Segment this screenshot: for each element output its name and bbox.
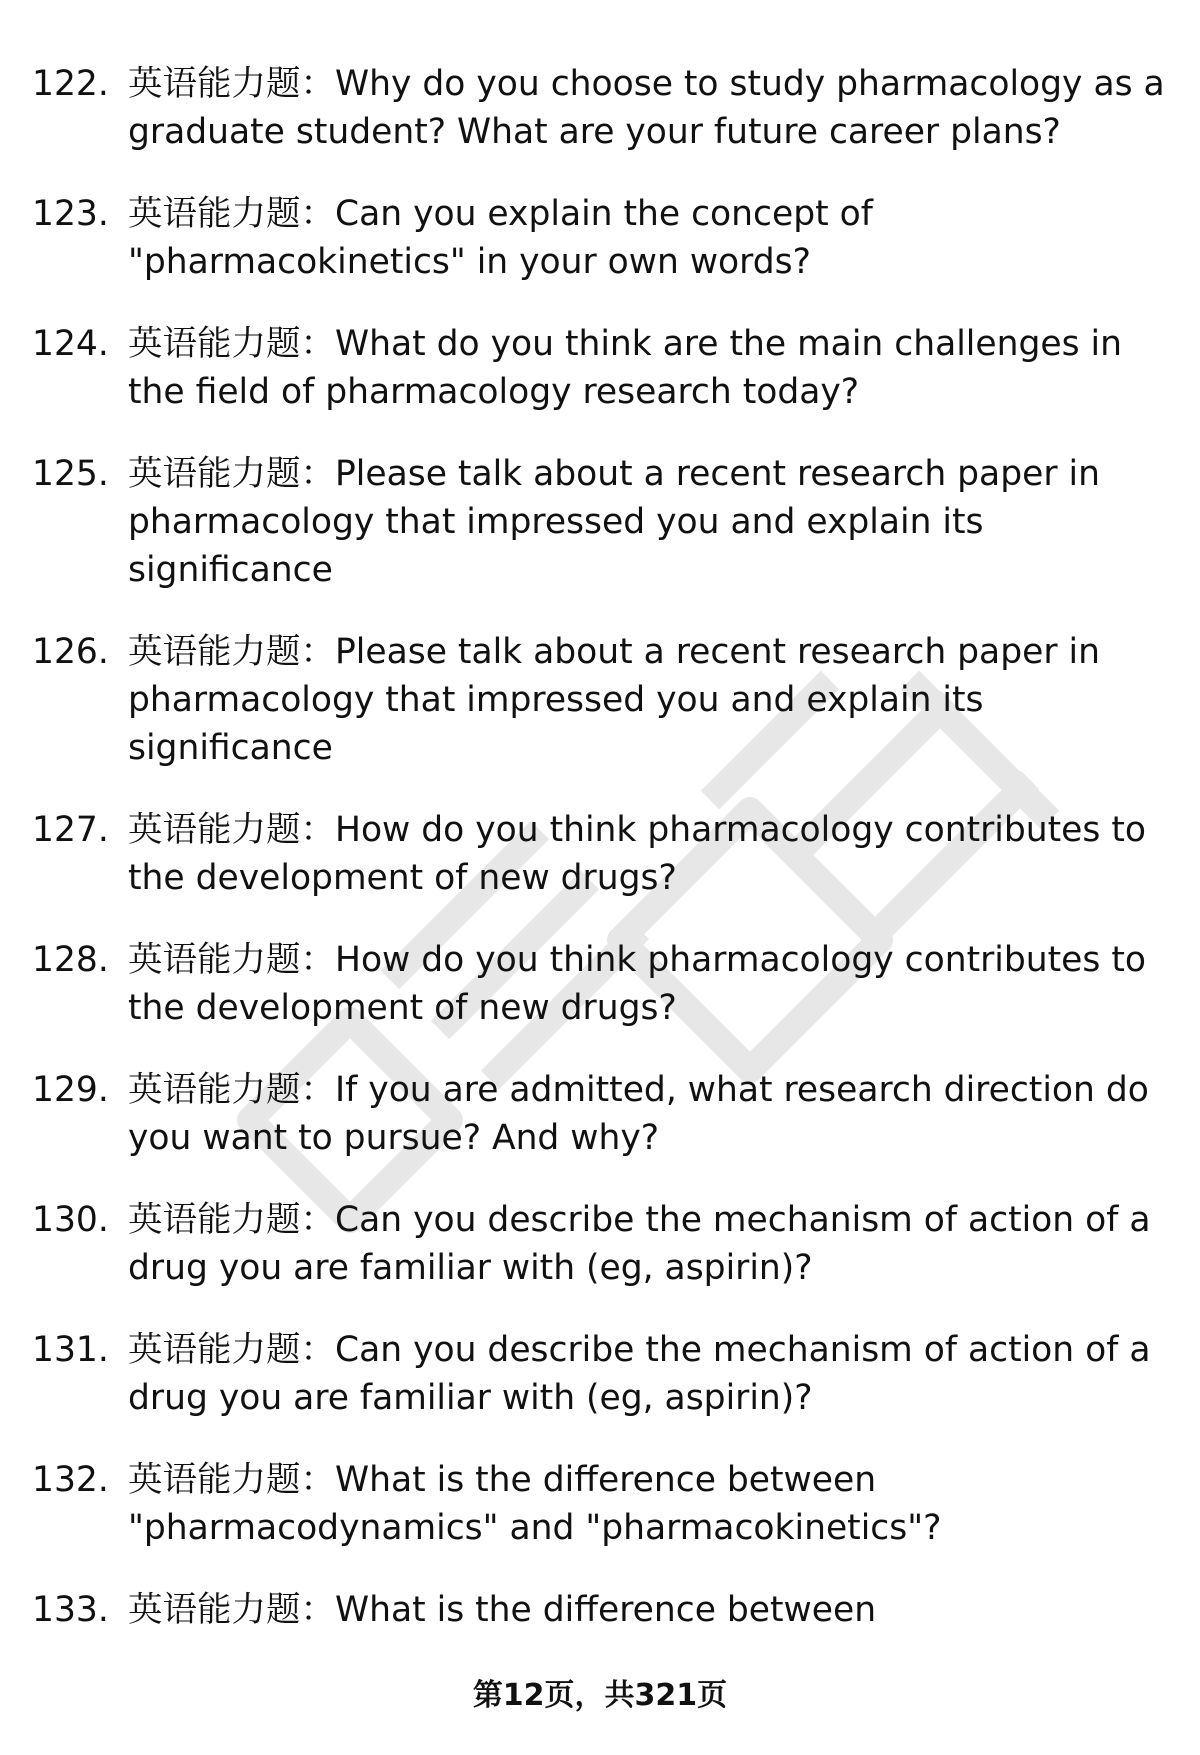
question-number: 123.	[32, 194, 109, 234]
question-item	[0, 1456, 1200, 1552]
question-text: What is the difference between	[335, 1590, 877, 1630]
question-body	[128, 1066, 1168, 1162]
question-label: 英语能力题：	[128, 454, 335, 494]
question-text: How do you think pharmacology contributes to the development of new drugs?	[128, 810, 1146, 898]
question-number: 126.	[32, 632, 109, 672]
question-body	[128, 450, 1168, 594]
question-body	[128, 1456, 1168, 1552]
question-label: 英语能力题：	[128, 64, 335, 104]
question-body	[128, 806, 1168, 902]
question-label: 英语能力题：	[128, 810, 335, 850]
question-item	[0, 450, 1200, 594]
question-body	[128, 1586, 1168, 1634]
question-number: 124.	[32, 324, 109, 364]
question-item	[0, 806, 1200, 902]
question-text: What is the difference between "pharmacodynamics" and "pharmacokinetics"?	[128, 1460, 942, 1548]
question-text: How do you think pharmacology contributes to the development of new drugs?	[128, 940, 1146, 1028]
question-label: 英语能力题：	[128, 1200, 335, 1240]
question-label: 英语能力题：	[128, 324, 335, 364]
question-body	[128, 320, 1168, 416]
question-text: Can you describe the mechanism of action of a drug you are familiar with (eg, aspirin)?	[128, 1200, 1151, 1288]
question-item	[0, 1066, 1200, 1162]
question-label: 英语能力题：	[128, 1330, 335, 1370]
question-item	[0, 628, 1200, 772]
question-body	[128, 60, 1168, 156]
question-number: 130.	[32, 1200, 109, 1240]
question-body	[128, 190, 1168, 286]
question-label: 英语能力题：	[128, 940, 335, 980]
question-number: 127.	[32, 810, 109, 850]
question-text: What do you think are the main challenges in the field of pharmacology research today?	[128, 324, 1122, 412]
question-body	[128, 936, 1168, 1032]
question-item	[0, 1326, 1200, 1422]
question-body	[128, 1196, 1168, 1292]
question-item	[0, 60, 1200, 156]
question-item	[0, 936, 1200, 1032]
question-body	[128, 1326, 1168, 1422]
question-number: 125.	[32, 454, 109, 494]
question-text: Please talk about a recent research paper in pharmacology that impressed you and explain its significance	[128, 632, 1100, 768]
question-number: 133.	[32, 1590, 109, 1630]
question-label: 英语能力题：	[128, 1460, 335, 1500]
question-number: 129.	[32, 1070, 109, 1110]
question-label: 英语能力题：	[128, 632, 335, 672]
page-footer: 第12页，共321页	[472, 1678, 728, 1713]
question-text: Why do you choose to study pharmacology as a graduate student? What are your future career plans?	[128, 64, 1165, 152]
question-item	[0, 190, 1200, 286]
question-label: 英语能力题：	[128, 1070, 335, 1110]
question-label: 英语能力题：	[128, 1590, 335, 1630]
question-item	[0, 320, 1200, 416]
question-number: 128.	[32, 940, 109, 980]
question-item	[0, 1586, 1200, 1634]
question-number: 131.	[32, 1330, 109, 1370]
question-text: Can you explain the concept of "pharmacokinetics" in your own words?	[128, 194, 873, 282]
question-list	[0, 60, 1200, 1668]
question-text: If you are admitted, what research direction do you want to pursue? And why?	[128, 1070, 1149, 1158]
question-text: Can you describe the mechanism of action of a drug you are familiar with (eg, aspirin)?	[128, 1330, 1151, 1418]
question-label: 英语能力题：	[128, 194, 335, 234]
question-text: Please talk about a recent research paper in pharmacology that impressed you and explain its significance	[128, 454, 1100, 590]
question-number: 132.	[32, 1460, 109, 1500]
question-item	[0, 1196, 1200, 1292]
question-number: 122.	[32, 64, 109, 104]
question-body	[128, 628, 1168, 772]
